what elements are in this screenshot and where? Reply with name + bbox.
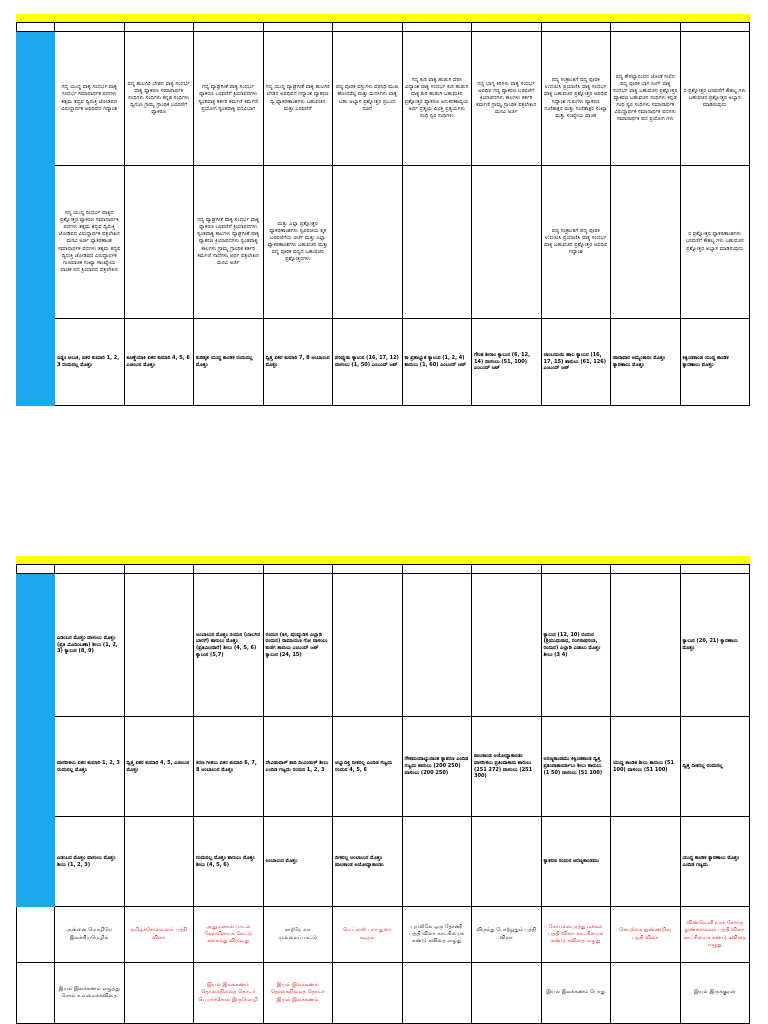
table-cell	[124, 817, 194, 907]
table-cell: காற்றே வா முல்லைப்பாட்டு	[263, 907, 333, 963]
table-cell: இயல் இலக்கணம் தொகைநிலைத் தொடர் இயல் இலக்கணம்	[263, 963, 333, 1024]
table-cell: ಕ್ಯಾತರಣ ರಂದುನ ಅರಣ್ಯಕಾಂಡಮು	[541, 817, 611, 907]
header-cell	[263, 565, 333, 574]
table-cell: ಪದ್ಯ ಪೂರಕ ವಸ್ತುಗಳು ವರನಿಧಿ ಮುಖ ಹೋದರೆಲ್ಲ ಮತ್ತು ಮನಸಿಗಳು ವಾಕ್ಯ ಬಹು ಅಭ್ಯಾಸ ಪ್ರಶ್ನೋತ್ತರ ಪ್ರಬಂಧ ರಚನೆ	[333, 32, 403, 166]
table-cell: ದ್ವಿತ್ತ ದೀಕರಲ್ಲ ರಂದುನಲ್ಲ	[680, 717, 750, 817]
header-cell	[402, 23, 472, 32]
table-cell: அன்னை மொழியே இலக்கியமெழில்	[55, 907, 125, 963]
table-cell: ಪದ್ಯ ಸಂಕ್ರಾಂತಿಗೆ ಪದ್ಯ ಪೂರಕ ಉದಯಿಸಿ ಪ್ರಯಾಣಿಸಿ ವಾಕ್ಯ ಸಂಧರ್ಭ ವಾಕ್ಯ ಬಹುವಚನ ಪ್ರಶ್ನೋತ್ತರ ಅವಧಿಪ ಗದ್ಯಾಂಶ ಗುರುಗಳು ವ್ಯಾಕರಣ ಗುಣಿತಾಕ್ಷರ ಮತ್ತು ಗುಣಿತಾಕ್ಷರ ಸಂಖ್ಯಾ ಮತ್ತು ಸಂಖ್ಯೇಯ ವಾಚಕ	[541, 32, 611, 166]
header-cell	[194, 565, 264, 574]
table-cell: ಪರಿವ್ಯುಡು ಕ್ಯಾಲುನ (16, 17, 12) ವಾಸಂಲು (1, 50) ಎಂಬಂದ್ ಜಟ್	[333, 319, 403, 406]
table-cell: அனுமனால் பாடல் கேள்வியைக் கேட்டு கலைந்து விடுவது	[194, 907, 264, 963]
grid-wrapper	[16, 564, 750, 1024]
table-cell: ಯುದ್ಧ ಕಾಂಡಿಕ ಕ್ಯಾರಣಾಲು ಮೊತ್ತಂ ಎಂದಿಡ ಗಜ್ವದು	[680, 817, 750, 907]
table-row	[17, 319, 750, 406]
table-row	[17, 817, 750, 907]
table-row	[17, 963, 750, 1024]
schedule-sheet-1	[16, 14, 750, 406]
table-cell: ರಂದುನಲ್ಲ ಮೊತ್ತಂ ಶಾರುಲು ಮೊತ್ತಂ ಶೀಲು (4, 5, 6)	[194, 817, 264, 907]
side-color-band	[17, 32, 55, 406]
table-cell	[124, 574, 194, 717]
table-cell	[333, 963, 403, 1024]
table-cell: ಪಾಲಕಾಂಡ ಅಯೋಧ್ಯಾಕಾಂಡಂ ವಾಸರೀಕಲು ಪ್ರತಿಂದಾಕಾರು ಶಾರುಲು (251 272) ವಾಸಂಲು (251 300)	[472, 717, 542, 817]
header-cell	[680, 23, 750, 32]
table-cell: ಗದ್ಯ ಭಾಗ್ಯ ಕಿರಿಗಳು ವಾಕ್ಯ ಸಂಧರ್ಭ ಅವಧಿಪ ಗದ್ಯ ವ್ಯಾಕರಣ ಬರವಣಿಗೆ ಕ್ರಿಯಾಪದಗಳು ಕಾಲಗಳು ಕರ್ತರಿ ಕರ್ಮಣಿ ಗ್ರಾಮ್ಯ ಗ್ರಾಂಥಿಕ ಪತ್ರಲೇಖನ ಮನವಿ ಅರ್ಜಿ	[472, 32, 542, 166]
table-cell: ಗೌಂತ ಶೀರಾಂ ಕ್ಯಾಲುನ (6, 12, 14) ವಾಸಂಲು (51, 100) ಎಂಬಂದ್ ಜಟ್	[472, 319, 542, 406]
header-cell	[541, 23, 611, 32]
table-cell: ಕಿಕ್ವಿಂಡಕಾಂಡ ಯುದ್ಧ ಕಾಂಡಿಕ ಕ್ಯಾರಣಾಲು ಮೊತ್ತಂ	[680, 319, 750, 406]
header-cell	[263, 23, 333, 32]
table-cell: ಪದ್ಯ ಸಂಕ್ರಾಂತಿಗೆ ಪದ್ಯ ಪೂರಕ ಉದಯಿಸಿ ಪ್ರಯಾಣಿಸಿ ವಾಕ್ಯ ಸಂಧರ್ಭ ವಾಕ್ಯ ಬಹುವಚನ ಪ್ರಶ್ನೋತ್ತರ ಅವಧಿಪ ಗದ್ಯಾಂಶ	[541, 166, 611, 319]
table-cell: ವಾಸರೀಕಲು ಏಕರ ಕುಮಾರಿ 1, 2, 3 ರಂದುನಲ್ಲ ಮೊತ್ತಂ	[55, 717, 125, 817]
table-cell	[611, 166, 681, 319]
schedule-sheet-2	[16, 556, 750, 1024]
table-cell	[611, 963, 681, 1024]
yellow-header-bar	[16, 556, 750, 564]
table-cell	[472, 574, 542, 717]
table-cell: விருந்து போற்றுதும் பத்தி விளா	[472, 907, 542, 963]
header-cell	[333, 565, 403, 574]
table-cell: ಕ್ಯಾಲುನ (20, 21) ಕ್ಯಾರಣಾಲು ಮೊತ್ತಂ	[680, 574, 750, 717]
table-cell: ರ ಪ್ರಶ್ನೋತ್ತರ ವ್ಯಾಕರಣಾಂಶಗಳು ಬರವಣಿಗೆ ಕೌಶಲ್ಯ ಗಳು ಬಹುವಚನ ಪ್ರಶ್ನೋತ್ತರ ಅಭ್ಯಾಸ ಮಾಡಿಸುವುದು	[680, 166, 750, 319]
table-cell	[402, 574, 472, 717]
table-cell: புயலிலே ஒரு தோணி பத்தி விளா காட்சியைக் கண்டு கவிதை எழுது	[402, 907, 472, 963]
table-cell	[472, 166, 542, 319]
table-cell: மெட்ராஸ் பார் துரை கடிதம்	[333, 907, 403, 963]
table-cell: ಕಿರಣ ಗೀತಲು ಏಕರ ಕುಮಾರಿ 6, 7, 8 ಅಂಬಾಲುನ ಮೊತ್ತಂ	[194, 717, 264, 817]
table-cell: ಅಭ್ಯುದಿಕ್ತಿ ದೀಕರಲ್ಲ ಎಂದಿಡ ಗಜ್ವದು ರಂದುನ 4, 5, 6	[333, 717, 403, 817]
table-cell: தமிழ்ச்சொல்வளம் பத்தி விளா	[124, 907, 194, 963]
table-cell: ಕ್ಯಾಲುನ (12, 10) ರಂದುನ (ಶ್ರಿಯುಧುನಾಧ, ರಂಗನಾಥನಂಡ, ರಂದುನ) ಎಲ್ಲಾಡಿ ಎಡಾಲು ಮೊತ್ತಂ ಶೀಲು (3 4)	[541, 574, 611, 717]
table-cell: ದೀಕರಲ್ಲ ಅಂಬಾಲುನ ಮೊತ್ತಂ ಪಾಲಕಾಂಡ ಅಯೋಧ್ಯಾಕಾಂಡಂ	[333, 817, 403, 907]
table-cell: ಗದ್ಯ ಯುದ್ಧ ಸಂಧರ್ಭ ವಾಕ್ಯದ ಪ್ರಶ್ನೋತ್ತರ ವ್ಯಾಕರಣ ಸಮಾನಾರ್ಥಕ ಪದಗಳು ತತ್ಸಮ ತದ್ಭವ ದ್ವಿರುಕ್ತಿ ಜೋಡಿಪದ ವಿರುದ್ಧಾರ್ಥಕ ಪತ್ರಲೇಖನ ಮನವಿ ಅರ್ಜಿ ವ್ಯಾಕರಣಾಂಶ ಸಮಾನಾರ್ಥಕ ಪದಗಳು ತತ್ಸಮ ತದ್ಭವ ದ್ವಿರುಕ್ತಿ ಜೋಡಿಪದ ವಿರುದ್ಧಾರ್ಥಕ ಗುಣವಾಚಕ ಸಂಖ್ಯಾ ಸಾಂಖ್ಯೇಯ ವಾಚಕ ಪದ ಕ್ರಿಯಾಪದ ಪತ್ರಲೇಖನ	[55, 166, 125, 319]
table-cell: ಅಂಬಾಲುನ ಮೊತ್ತಂ	[263, 817, 333, 907]
header-cell	[611, 23, 681, 32]
side-blank-cell	[17, 907, 55, 963]
table-cell	[124, 963, 194, 1024]
table-cell: ಗದ್ಯ ಕುರಿ ವಾಕ್ಯ ಹುಡುಗಿ ವರಿಸಿ ವಿದ್ಯಾಂಶ ವಾಕ್ಯ ಸಂಧರ್ಭ ಕುರಿ ಹುಡುಗಿ ವಾಕ್ಯ ಕುರಿ ಹುಡುಗಿ ಬಹುವಚನ ಪ್ರಶ್ನೋತ್ತರ ವ್ಯಾಕರಣ ಅನುಕರಣಾವ್ಯಯ ಅರ್ಥ ಪ್ರತ್ಯಯ ವಿಭಕ್ತಿ ಪ್ರತ್ಯಯಗಳು ಸಂಧಿ ಸ್ವರ ಸಂಧಿಗಳು	[402, 32, 472, 166]
table-cell: ಗದ್ಯ ವ್ಯಾಘ್ರಗೀತೆ ವಾಕ್ಯ ಸಂಧರ್ಭ ವ್ಯಾಕರಣ ಬರವಣಿಗೆ ಕ್ರಿಯಾಪದಗಳು ಸ್ವಂತವಾಕ್ಯ ಕರ್ತರಿ ಕರ್ಮಣಿ ಕರ್ಮಣಿ ಪ್ರಯೋಗ ಸ್ವಂತವಾಕ್ಯ ಪದವಿಭಾಗ	[194, 32, 264, 166]
table-cell: ದೇವಿಡುವಾಳ್ ಶಾರಿ ದೀವಿಂಡುಳ್ ಶೀಲು ಎಂದಿಡ ಗಜ್ವದು ರಂದುನ 1, 2, 3	[263, 717, 333, 817]
table-cell: ರ ಪ್ರಶ್ನೋತ್ತರ ಬರವಣಿಗೆ ಕೌಶಲ್ಯ ಗಳು ಬಹುವಚನ ಪ್ರಶ್ನೋತ್ತರ ಅಭ್ಯಾಸ ಮಾಡಿಸುವುದು	[680, 32, 750, 166]
table-cell: ದ್ವಿತ್ತ ಏಕರ ಕುಮಾರಿ 4, 5, ಎಜಿಂಬನ ಮೊತ್ತಂ	[124, 717, 194, 817]
table-cell: இயல் இலக்கணம் தொகைநிலைத் தொடர் பெயர்ச்சொல் இருமொழி	[194, 963, 264, 1024]
table-cell	[333, 574, 403, 717]
table-cell: இயல் இலக்கணம் பொது	[541, 963, 611, 1024]
grid-wrapper	[16, 22, 750, 406]
table-cell	[333, 166, 403, 319]
table-cell	[124, 166, 194, 319]
header-row	[17, 565, 750, 574]
header-cell	[680, 565, 750, 574]
table-cell: ಅಂಬಾಲುನ ಮೊತ್ತಂ ರಂದುನ (ಬಾಲಗಿನ ಬಾರಗೆ) ಶಾರುಲು ಮೊತ್ತಂ (ಪ್ರತಿಮಿಂದಾರೆ) ಶೀಲು (4, 5, 6) ಕ್ಯಾಲುನ (5,7)	[194, 574, 264, 717]
table-cell: ಅರಣ್ಯಕಾಂಡಮು ಕಿಕ್ವಿಂಡಕಾಂಡ ದ್ವಿತ್ತ ಪ್ರತಿಂದಾಕಾರ್ಯಾಲು ಶೀಲು ಶಾರುಲು (1 50) ವಾಸಂಲು (51 100)	[541, 717, 611, 817]
header-cell	[55, 565, 125, 574]
table-cell: ಕೂಣ್ಣೆಯಾಕಿ ಏಕರ ಕುಮಾರಿ 4, 5, 6 ಎಜಿಂಬನ ಮೊತ್ತಂ	[124, 319, 194, 406]
table-cell: ಎಡಂಬನ ಮೊತ್ತಂ ವಾಸಂಲು ಮೊತ್ತಂ ಶೀಲು (1, 2, 3)	[55, 817, 125, 907]
table-cell: இயல் இலக்கணம் எழுத்து சொல் உவமைக்கவிதை	[55, 963, 125, 1024]
yellow-header-bar	[16, 14, 750, 22]
table-cell: விண்வெளி நாம் சேர்ந்த நுண்கலைகள் பத்தி விளா காட்சியைக் கண்டு கவிதை எழுது	[680, 907, 750, 963]
table-cell: செயற்கை நுண்ணறிவு பத்தி விளா	[611, 907, 681, 963]
table-cell	[402, 963, 472, 1024]
table-cell	[611, 817, 681, 907]
table-row	[17, 717, 750, 817]
header-cell	[472, 565, 542, 574]
table-cell: ಪಾರಾವಾರ ಅಮ್ಯಂಕಾರಂ ಮೊತ್ತಂ ಕ್ಯಾರಣಾಲು ಮೊತ್ತಂ	[611, 319, 681, 406]
side-color-band	[17, 574, 55, 907]
header-cell	[541, 565, 611, 574]
table-row	[17, 166, 750, 319]
table-cell: ರಂದುನ (ಕಿಸ, ಪುಂದ್ಯುಡಿಸ ಎಲ್ಲಾಡಿ ರಂದುನ) ರಾಮಾಯಣ ಗೋ ವಾಸಂಲು ಕುಣಿಗ ಶಾರುಲು ಎಂಬಂದ್ ಜಟ್ ಕ್ಯಾಲುನ (24, 15)	[263, 574, 333, 717]
header-cell	[55, 23, 125, 32]
table-cell	[402, 817, 472, 907]
table-row	[17, 574, 750, 717]
table-cell: ಯುದ್ಧ ಕಾಂಡಿಕ ಶೀಲು ಶಾರುಲು (51 100) ವಾಸಂಲು (51 100)	[611, 717, 681, 817]
table-cell: ಎಡಂಬನ ಮೊತ್ತಂ ವಾಸಂಲು ಮೊತ್ತಂ (ಪ್ರತಿ ಮಿಂದಿಂಬಣಾ) ಶೀಲು (1, 2, 3) ಕ್ಯಾಲುನ (8, 9)	[55, 574, 125, 717]
header-cell	[194, 23, 264, 32]
table-cell	[472, 963, 542, 1024]
table-cell	[402, 166, 472, 319]
side-blank-cell	[17, 963, 55, 1024]
table-cell	[472, 817, 542, 907]
table-cell: ಗೌತಮಂದಾಭ್ಯುದಾಂಶ ಕ್ಯಾತರಣ ಎಂದಿಡ ಗಜ್ವದು ಶಾರುಲು (200 250) ವಾಸಂಲು (200 250)	[402, 717, 472, 817]
table-cell: ಕುಡಿತೃತ ಯುದ್ಧ ಕಾಂಡಿಕ ರಂದುನಲ್ಲ ಮೊತ್ತಂ	[194, 319, 264, 406]
table-row	[17, 907, 750, 963]
table-cell: ದ್ವಿತ್ತ ಏಕರ ಕುಮಾರಿ 7, 8 ಅಂಬಾಲುನ ಮೊತ್ತಂ	[263, 319, 333, 406]
table-cell: ಪದ್ಯ ಹುಲಗಿರಿ ಬೇಡನ ವಾಕ್ಯ ಸಂಧರ್ಭ ವಾಕ್ಯ ವ್ಯಾಕರಣ ಸಮಾನಾರ್ಥಕ ಸಂಧಿಗಳು ಸಂಧಿಗಳು ಕನ್ನಡ ಸಂಧಿಗಳು ದ್ವಿಗುಣ ಗ್ರಾಮ್ಯ ಗ್ರಾಂಥಿಕ ಬರವಣಿಗೆ ವ್ಯಾಕರಣ	[124, 32, 194, 166]
schedule-table-2	[16, 564, 750, 1024]
table-row	[17, 32, 750, 166]
header-cell	[333, 23, 403, 32]
table-cell: இயல் இருக்குறள்	[680, 963, 750, 1024]
table-cell: ಮತ್ತು ಎಲ್ಲಾ ಪ್ರಶ್ನೋತ್ತರ ವ್ಯಾಕರಣಾಂಶಗಳು ಸ್ವಪರಿಚಯ ತ್ಮಕ ಬರವಣಿಗೆಯ ಚರ್ಚೆ ಮತ್ತು ಎಲ್ಲಾ ವ್ಯಾಕರಣಾಂಶಗಳು ಬಹುವಚನ ಮತ್ತು ಪದ್ಯ ಪೂರಕ ಪದ್ಯದ ಬಹುವಚನ ಪ್ರಶ್ನೋತ್ತರಗಳು	[263, 166, 333, 319]
table-cell	[611, 574, 681, 717]
table-cell: ಗದ್ಯ ಯುದ್ಧ ವಾಕ್ಯ ಸಂಧರ್ಭ ವಾಕ್ಯ ಸಂಧರ್ಭ ಸಮಾನಾರ್ಥಕ ಪದಗಳು ತತ್ಸಮ ತದ್ಭವ ದ್ವಿರುಕ್ತಿ ಜೋಡಿಪದ ವಿರುದ್ಧಾರ್ಥಕ ಅವಧಿಪದ ಗದ್ಯಾಂಶ	[55, 32, 125, 166]
header-cell	[472, 23, 542, 32]
table-cell: ಎಡ್ಡಂ ಅಲುಕಿ, ಏಕರ ಕುಮಾರಿ 1, 2, 3 ರಂದುನಲ್ಲ ಮೊತ್ತಂ	[55, 319, 125, 406]
table-cell: ಕಾ ಪ್ರತಾಭ್ಯುತ ಕ್ಯಾಲುನ (1, 2, 4) ಶಾರುಲು (1, 60) ಎಂಬಂದ್ ಜಟ್	[402, 319, 472, 406]
header-cell	[17, 565, 55, 574]
table-cell: ಗದ್ಯ ವ್ಯಾಘ್ರಗೀತೆ ವಾಕ್ಯ ಸಂಧರ್ಭ ವಾಕ್ಯ ವ್ಯಾಕರಣ ಬರವಣಿಗೆ ಕ್ರಿಯಾಪದಗಳು ಸ್ವಂತವಾಕ್ಯ ಕಾಲಗಳು ವ್ಯಾಘ್ರಗೀತೆ ವಾಕ್ಯ ವ್ಯಾಕರಣ ಕ್ರಿಯಾಪದಗಳು ಸ್ವಂತವಾಕ್ಯ ಕಾಲಗಳು ಗ್ರಾಮ್ಯ ಗ್ರಾಂಥಿಕ ಕರ್ತರಿ ಕರ್ಮಣಿ ಗಾದೆಗಳು ಅರ್ಥ ಪತ್ರಲೇಖನ ಮನವಿ ಅರ್ಜಿ	[194, 166, 264, 319]
header-cell	[402, 565, 472, 574]
header-cell	[611, 565, 681, 574]
header-cell	[17, 23, 55, 32]
table-cell: கோபல்லபுரத்து மக்கள் பத்தி விளா காட்சியைக் கண்டு கவிதை எழுது	[541, 907, 611, 963]
table-cell: ಗದ್ಯ ಯುದ್ಧ ವ್ಯಾಘ್ರಗೀತೆ ವಾಕ್ಯ ಹುಲಗಿರಿ ಬೇಡನ ಅವಧಿಪದ ಗದ್ಯಾಂಶ ವ್ಯಾಕರಣ ದ್ವಿ ವ್ಯಾಕರಣಾಂಶಗಳು ಬಹುವಚನ ಮತ್ತು ಬರವಣಿಗೆ	[263, 32, 333, 166]
table-cell: ಪದ್ಯ ಕೌಸಲ್ಯಾನಂದನ ಜೋಡೆ ನೀಲಿನ ಪದ್ಯ ಪೂರಕ ಭಾಗ ಸಿಂಗ್ ವಾಕ್ಯ ಸಂಧರ್ಭ ವಾಕ್ಯ ಬಹುವಚನ ಪ್ರಶ್ನೋತ್ತರ ವ್ಯಾಕರಣ ಬಹುವಚನ ಸಂಧಿಗಳು ಕನ್ನಡ ಸಂಧಿ ಸ್ವರ ಸಂಧಿಗಳು ಸಮಾನಾರ್ಥಕ ವಿರುದ್ಧಾರ್ಥಕ ಸಮಾನಾರ್ಥಕ ಪದಗಳು ಸಮಾನಾರ್ಥಕ ಪದ ಪ್ರಯೋಗ ಗಳು	[611, 32, 681, 166]
header-cell	[124, 565, 194, 574]
header-row	[17, 23, 750, 32]
schedule-table-1	[16, 22, 750, 406]
table-cell: ಜಾಂಬಮಯಿ ಹಾಲ ಕ್ಯಾಲುನ (16, 17, 15) ಶಾರುಲು (61, 126) ಎಂಬಂದ್ ಜಟ್	[541, 319, 611, 406]
header-cell	[124, 23, 194, 32]
